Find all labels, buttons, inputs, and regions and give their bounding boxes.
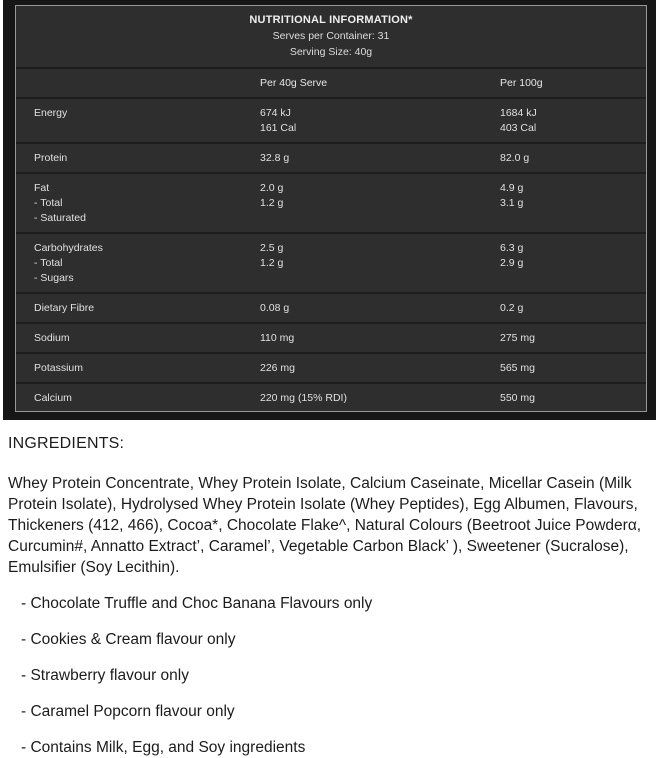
column-header-row [16, 67, 646, 97]
nutrition-rows [16, 97, 646, 412]
nutrient-label: Potassium [34, 362, 84, 374]
nutrient-label: Sodium [34, 332, 70, 344]
nutrition-row [16, 352, 646, 382]
nutrient-label: Energy [34, 107, 68, 119]
serve-value: 220 mg (15% RDI) [260, 392, 347, 404]
nutrition-panel [3, 0, 656, 420]
serve-value: 226 mg [260, 362, 296, 374]
ingredients-section [0, 420, 658, 758]
ingredient-note: - Strawberry flavour only [21, 667, 189, 684]
per100-value: 550 mg [500, 392, 536, 404]
serve-value: 0.08 g [260, 302, 290, 314]
ingredient-note: - Chocolate Truffle and Choc Banana Flavours only [21, 595, 373, 612]
column-header-per100: Per 100g [500, 77, 543, 89]
serve-value: 32.8 g [260, 152, 290, 164]
nutrition-row [16, 382, 646, 412]
nutrient-label: Fat - Total - Saturated [34, 182, 86, 224]
serve-value: 2.0 g 1.2 g [260, 182, 284, 209]
nutrition-row [16, 97, 646, 142]
serving-size: Serving Size: 40g [289, 46, 373, 58]
nutrition-row [16, 142, 646, 172]
nutrition-row [16, 172, 646, 232]
per100-value: 6.3 g 2.9 g [500, 242, 524, 269]
ingredient-note: - Cookies & Cream flavour only [21, 631, 236, 648]
nutrient-label: Calcium [34, 392, 72, 404]
per100-value: 565 mg [500, 362, 536, 374]
serve-value: 2.5 g 1.2 g [260, 242, 284, 269]
ingredient-note: - Contains Milk, Egg, and Soy ingredients [21, 739, 306, 756]
serves-per-container: Serves per Container: 31 [272, 30, 390, 42]
nutrient-label: Carbohydrates - Total - Sugars [34, 242, 103, 284]
per100-value: 275 mg [500, 332, 536, 344]
ingredient-note: - Caramel Popcorn flavour only [21, 703, 235, 720]
nutrient-label: Protein [34, 152, 68, 164]
ingredients-heading: INGREDIENTS: [8, 435, 125, 452]
serve-value: 110 mg [260, 332, 295, 344]
serve-value: 674 kJ 161 Cal [260, 107, 297, 134]
per100-value: 0.2 g [500, 302, 524, 314]
per100-value: 1684 kJ 403 Cal [500, 107, 537, 134]
nutrition-row [16, 292, 646, 322]
per100-value: 82.0 g [500, 152, 530, 164]
ingredients-paragraph: Whey Protein Concentrate, Whey Protein Isolate, Calcium Caseinate, Micellar Casein (Milk Protein Isolate), Hydrolysed Whey Protein Isolate (Whey Peptides), Egg Albumen, Flavours, Thickeners (412, 466), Cocoa*, Chocolate Flake^, Natural Colours (Beetroot Juice Powderα, Curcumin#, Annatto Extract’, Caramel’, Vegetable Carbon Black’ ), Sweetener (Sucralose), Emulsifier (Soy Lecithin). [8, 475, 642, 576]
nutrition-row [16, 232, 646, 292]
per100-value: 4.9 g 3.1 g [500, 182, 524, 209]
nutrition-title: NUTRITIONAL INFORMATION* [249, 14, 413, 26]
column-header-blank [34, 76, 260, 91]
nutrition-row [16, 322, 646, 352]
nutrition-table [15, 5, 647, 412]
nutrient-label: Dietary Fibre [34, 302, 95, 314]
column-header-serve: Per 40g Serve [260, 77, 328, 89]
ingredient-notes [8, 593, 650, 758]
nutrition-header [16, 6, 646, 67]
